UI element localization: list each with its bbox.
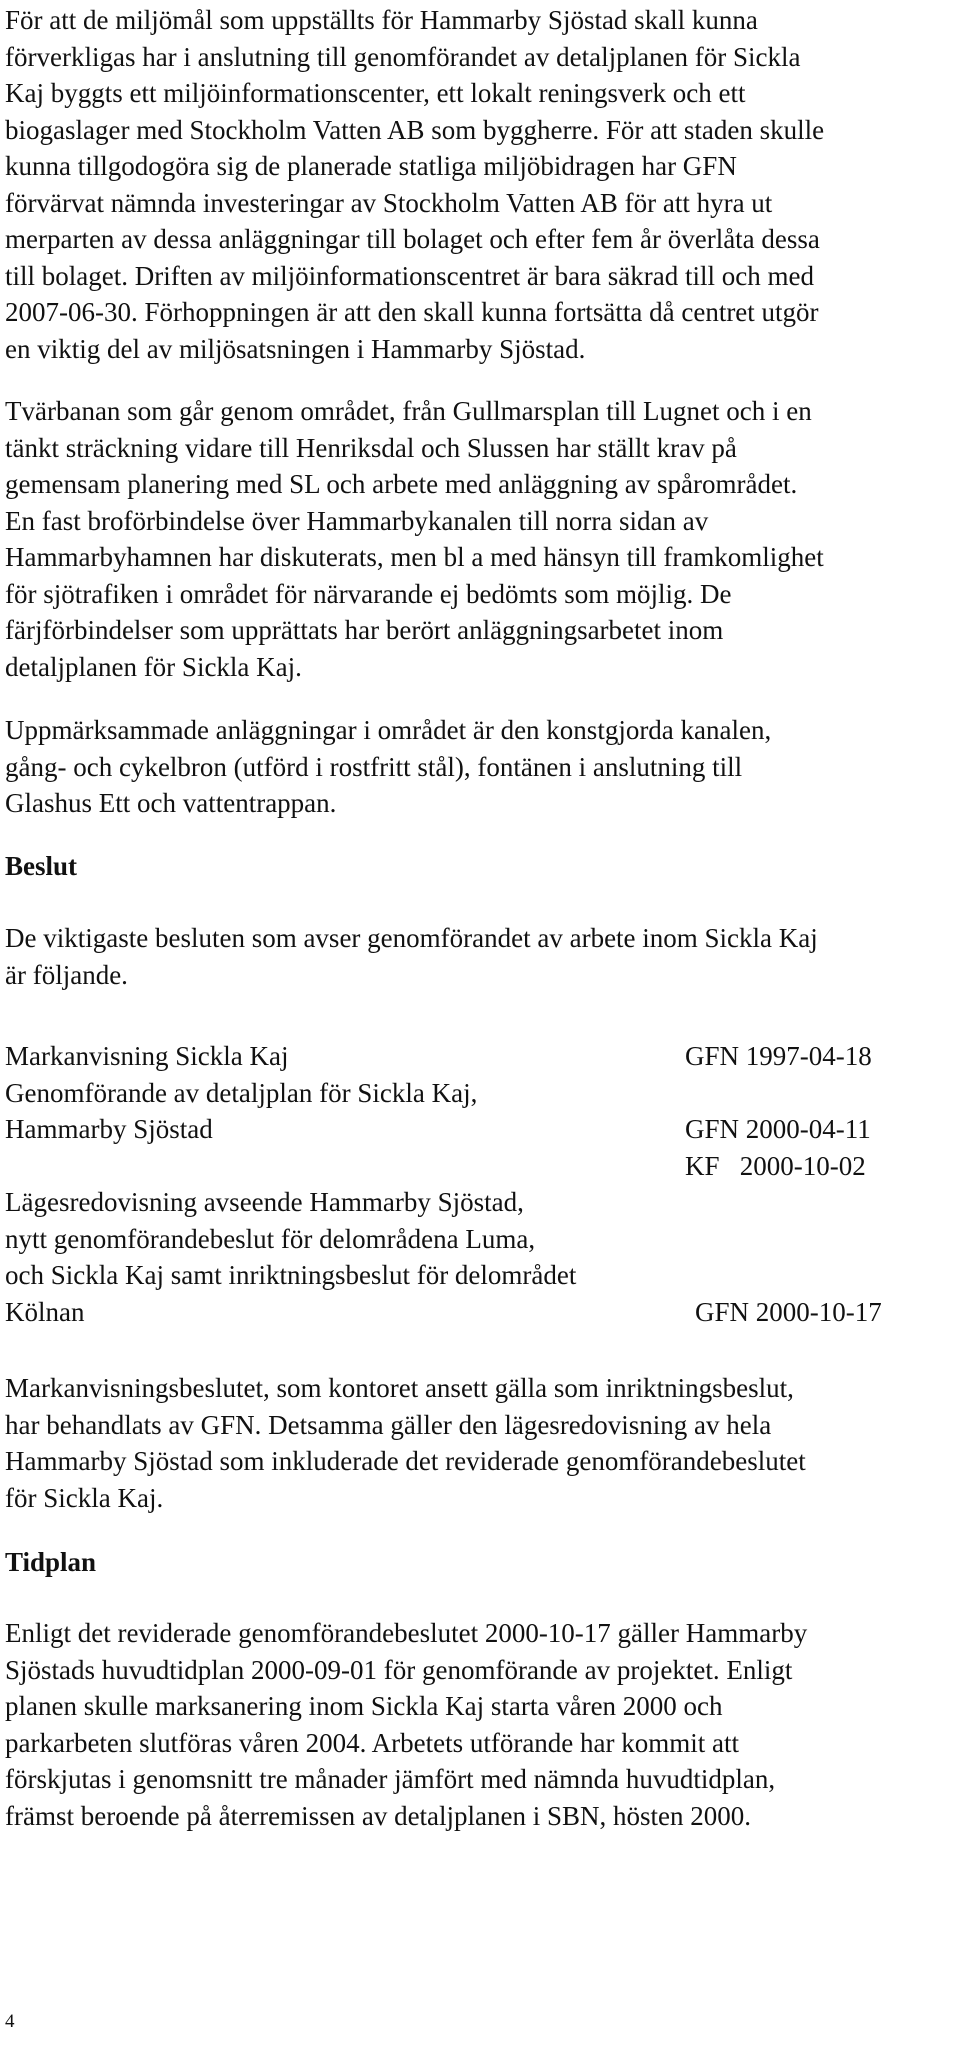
text-line: främst beroende på återremissen av detaljplanen i SBN, hösten 2000. <box>5 1800 752 1831</box>
text-line: planen skulle marksanering inom Sickla Kaj starta våren 2000 och <box>5 1691 723 1721</box>
text-line: en viktig del av miljösatsningen i Hammarby Sjöstad. <box>5 333 586 364</box>
text-line: förvärvat nämnda investeringar av Stockholm Vatten AB för att hyra ut <box>5 187 773 218</box>
text-line: förskjutas i genomsnitt tre månader jämfört med nämnda huvudtidplan, <box>5 1764 776 1794</box>
decision-description: nytt genomförandebeslut för delområdena Luma, <box>5 1223 536 1254</box>
paragraph-decisions-intro <box>5 920 950 993</box>
text-line: Markanvisningsbeslutet, som kontoret ansett gälla som inriktningsbeslut, <box>5 1373 794 1403</box>
text-line: till bolaget. Driften av miljöinformationscentret är bara säkrad till och med <box>5 260 814 291</box>
decision-date: KF 2000-10-02 <box>685 1150 866 1181</box>
decision-row <box>5 1294 935 1331</box>
decision-row <box>5 1075 935 1112</box>
paragraph-tidplan <box>5 1615 950 1834</box>
decision-description: Genomförande av detaljplan för Sickla Kaj, <box>5 1077 478 1108</box>
section-heading-tidplan: Tidplan <box>5 1547 97 1577</box>
decision-description: Markanvisning Sickla Kaj <box>5 1041 289 1071</box>
text-line: Sjöstads huvudtidplan 2000-09-01 för genomförande av projektet. Enligt <box>5 1654 793 1685</box>
text-line: merparten av dessa anläggningar till bolaget och efter fem år överlåta dessa <box>5 224 820 254</box>
decision-date: GFN 2000-04-11 <box>685 1114 871 1144</box>
text-line: har behandlats av GFN. Detsamma gäller den lägesredovisning av hela <box>5 1409 772 1440</box>
section-heading-beslut: Beslut <box>5 851 78 881</box>
text-line: för Sickla Kaj. <box>5 1482 164 1513</box>
text-line: För att de miljömål som uppställts för Hammarby Sjöstad skall kunna <box>5 5 758 35</box>
paragraph-environment-center <box>5 2 950 367</box>
text-line: gemensam planering med SL och arbete med anläggning av spårområdet. <box>5 469 798 499</box>
text-line: Glashus Ett och vattentrappan. <box>5 788 337 818</box>
decision-date: GFN 1997-04-18 <box>685 1041 872 1071</box>
decision-row <box>5 1148 935 1185</box>
text-line: En fast broförbindelse över Hammarbykanalen till norra sidan av <box>5 505 709 536</box>
text-line: för sjötrafiken i området för närvarande ej bedömts som möjlig. De <box>5 578 732 609</box>
decision-row <box>5 1111 935 1148</box>
decision-description: Lägesredovisning avseende Hammarby Sjöstad, <box>5 1187 524 1217</box>
text-line: parkarbeten slutföras våren 2004. Arbetets utförande har kommit att <box>5 1727 740 1758</box>
decision-row <box>5 1184 935 1221</box>
decision-row <box>5 1038 935 1075</box>
decision-description: Hammarby Sjöstad <box>5 1114 213 1144</box>
text-line: detaljplanen för Sickla Kaj. <box>5 651 302 682</box>
text-line: förverkligas har i anslutning till genomförandet av detaljplanen för Sickla <box>5 41 801 72</box>
text-line: Enligt det reviderade genomförandebeslutet 2000-10-17 gäller Hammarby <box>5 1618 808 1648</box>
decision-date: GFN 2000-10-17 <box>695 1296 882 1327</box>
text-line: Uppmärksammade anläggningar i området är den konstgjorda kanalen, <box>5 715 772 745</box>
decision-row <box>5 1257 935 1294</box>
paragraph-markanvisning <box>5 1370 950 1516</box>
decisions-list <box>5 1038 935 1330</box>
paragraph-notable-facilities <box>5 712 950 822</box>
text-line: Hammarby Sjöstad som inkluderade det reviderade genomförandebeslutet <box>5 1446 806 1476</box>
text-line: kunna tillgodogöra sig de planerade statliga miljöbidragen har GFN <box>5 151 737 181</box>
decision-row <box>5 1221 935 1258</box>
text-line: gång- och cykelbron (utförd i rostfritt stål), fontänen i anslutning till <box>5 751 743 782</box>
text-line: tänkt sträckning vidare till Henriksdal och Slussen har ställt krav på <box>5 432 737 463</box>
text-line: 2007-06-30. Förhoppningen är att den skall kunna fortsätta då centret utgör <box>5 297 819 327</box>
decision-description: och Sickla Kaj samt inriktningsbeslut för delområdet <box>5 1260 577 1290</box>
text-line: är följande. <box>5 959 128 990</box>
text-line: färjförbindelser som upprättats har berört anläggningsarbetet inom <box>5 615 724 645</box>
text-line: biogaslager med Stockholm Vatten AB som byggherre. För att staden skulle <box>5 114 825 145</box>
page-number: 4 <box>5 2011 15 2032</box>
text-line: Kaj byggts ett miljöinformationscenter, ett lokalt reningsverk och ett <box>5 78 746 108</box>
paragraph-tvarbanan <box>5 393 950 685</box>
decision-description: Kölnan <box>5 1296 85 1327</box>
text-line: De viktigaste besluten som avser genomförandet av arbete inom Sickla Kaj <box>5 923 818 953</box>
text-line: Hammarbyhamnen har diskuterats, men bl a med hänsyn till framkomlighet <box>5 542 824 572</box>
text-line: Tvärbanan som går genom området, från Gullmarsplan till Lugnet och i en <box>5 396 812 426</box>
